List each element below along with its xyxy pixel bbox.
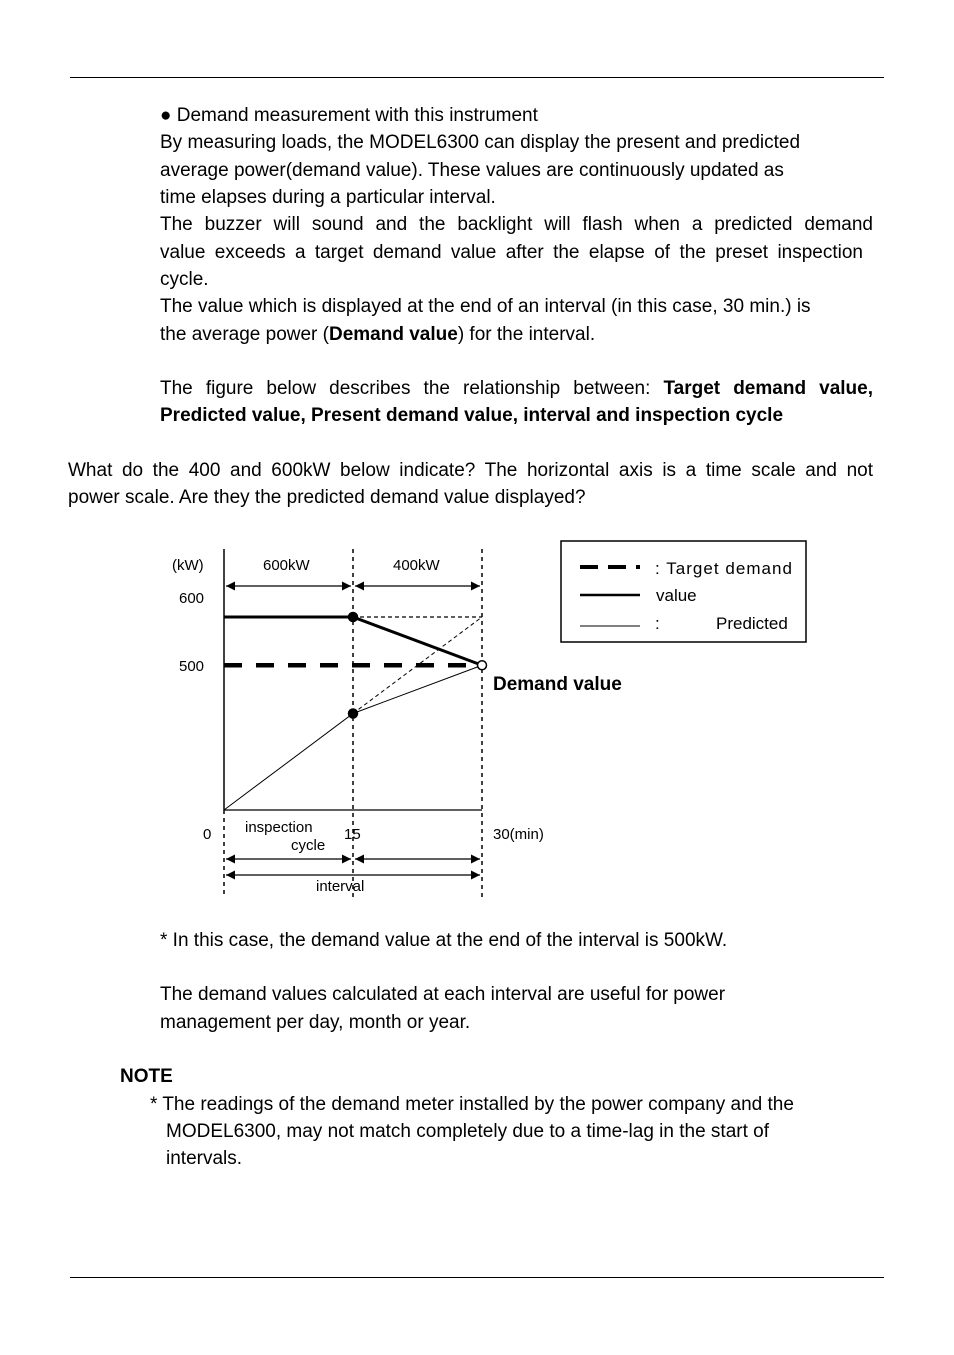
legend-target-label: : Target demand bbox=[655, 559, 792, 578]
data-point-1 bbox=[349, 709, 358, 718]
y-tick-500: 500 bbox=[179, 658, 205, 675]
note-line3: intervals. bbox=[166, 1148, 243, 1169]
legend-box bbox=[561, 541, 806, 642]
question-line1: What do the 400 and 600kW below indicate? The horizontal axis is a time scale and not bbox=[68, 460, 873, 481]
data-point-2 bbox=[478, 661, 487, 670]
usage-para-line2: management per day, month or year. bbox=[160, 1012, 471, 1033]
intro-para1-line2: average power(demand value). These values are continuously updated as bbox=[160, 160, 784, 181]
intro-para4-line2: Predicted value, Present demand value, interval and inspection cycle bbox=[160, 405, 784, 426]
usage-para-line1: The demand values calculated at each interval are useful for power bbox=[160, 984, 726, 1005]
intro-para1-line3: time elapses during a particular interval. bbox=[160, 187, 496, 208]
inspection-cycle-label-line2: cycle bbox=[291, 837, 326, 854]
legend-target-label-cont: value bbox=[656, 586, 697, 605]
note-line1: * The readings of the demand meter installed by the power company and the bbox=[150, 1094, 794, 1115]
header-rule bbox=[70, 77, 884, 78]
y-tick-600: 600 bbox=[179, 590, 205, 607]
demand-value-label: Demand value bbox=[493, 674, 622, 695]
section-heading: ● Demand measurement with this instrument bbox=[160, 105, 538, 126]
x-tick-15: 15 bbox=[344, 826, 361, 843]
x-tick-30: 30(min) bbox=[493, 826, 544, 843]
demand-chart bbox=[0, 530, 954, 910]
intro-para2-line1: The buzzer will sound and the backlight will flash when a predicted demand bbox=[160, 214, 873, 235]
x-tick-0: 0 bbox=[203, 826, 212, 843]
interval-label: interval bbox=[316, 878, 365, 895]
intro-para2-line2: value exceeds a target demand value after the elapse of the preset inspection bbox=[160, 242, 863, 263]
note-title: NOTE bbox=[120, 1066, 173, 1087]
intro-para4-line1: The figure below describes the relationship between: Target demand value, bbox=[160, 378, 873, 399]
data-point-0 bbox=[349, 613, 358, 622]
legend-predicted-label: Predicted bbox=[716, 614, 788, 633]
plot-layer bbox=[224, 613, 487, 811]
segment2-label: 400kW bbox=[393, 557, 440, 574]
y-axis-unit: (kW) bbox=[172, 557, 204, 574]
case-note: * In this case, the demand value at the end of the interval is 500kW. bbox=[160, 930, 728, 951]
question-line2: power scale. Are they the predicted demand value displayed? bbox=[68, 487, 586, 508]
intro-para3-line1: The value which is displayed at the end of an interval (in this case, 30 min.) is bbox=[160, 296, 811, 317]
segment1-label: 600kW bbox=[263, 557, 310, 574]
intro-para2-line3: cycle. bbox=[160, 269, 209, 290]
footer-rule bbox=[70, 1277, 884, 1278]
intro-para3-line2: the average power (Demand value) for the interval. bbox=[160, 324, 596, 345]
demand-value-emphasis: Demand value bbox=[329, 324, 458, 345]
inspection-cycle-label-line1: inspection bbox=[245, 819, 313, 836]
note-line2: MODEL6300, may not match completely due to a time-lag in the start of bbox=[166, 1121, 770, 1142]
intro-para1-line1: By measuring loads, the MODEL6300 can display the present and predicted bbox=[160, 132, 801, 153]
legend-colon: : bbox=[655, 614, 660, 633]
